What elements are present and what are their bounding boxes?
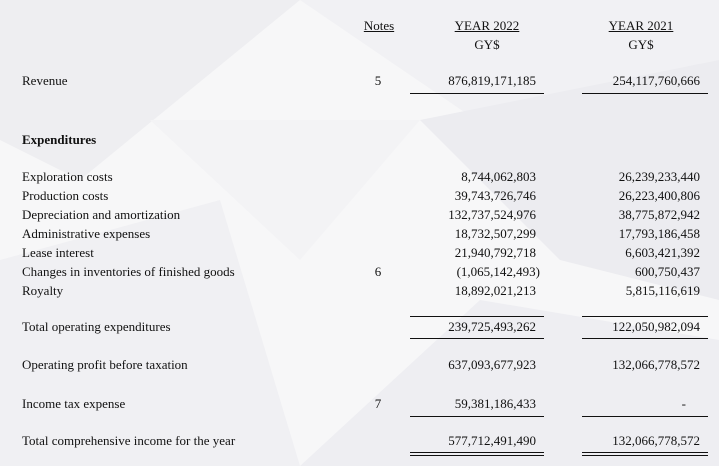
notes-header: Notes	[363, 18, 395, 33]
income-tax-current: 59,381,186,433	[454, 396, 536, 411]
total-comprehensive-prior-double-rule	[582, 452, 708, 456]
expenditure-note: 6	[374, 264, 382, 279]
income-tax-prior: -	[681, 396, 686, 411]
expenditure-prior: 5,815,116,619	[625, 283, 700, 298]
expenditure-label: Royalty	[22, 283, 64, 298]
income-tax-label: Income tax expense	[22, 396, 126, 411]
revenue-current-rule	[410, 93, 544, 94]
expenditure-prior: 38,775,872,942	[618, 207, 700, 222]
expenditure-current: 132,737,524,976	[448, 207, 536, 222]
year-prior-unit: GY$	[628, 37, 654, 52]
expenditure-label: Depreciation and amortization	[22, 207, 181, 222]
expenditure-current: 8,744,062,803	[461, 169, 536, 184]
total-comprehensive-label: Total comprehensive income for the year	[22, 433, 236, 448]
expenditure-current: 39,743,726,746	[454, 188, 536, 203]
expenditure-current: 18,732,507,299	[454, 226, 536, 241]
year-current-unit: GY$	[474, 37, 500, 52]
expenditure-prior: 600,750,437	[635, 264, 700, 279]
expenditure-label: Production costs	[22, 188, 109, 203]
revenue-prior-rule	[582, 93, 708, 94]
expenditure-label: Changes in inventories of finished goods	[22, 264, 235, 279]
operating-profit-prior: 132,066,778,572	[612, 357, 700, 372]
total-operating-prior-top-rule	[582, 316, 708, 317]
revenue-label: Revenue	[22, 73, 68, 88]
total-comprehensive-prior: 132,066,778,572	[612, 433, 700, 448]
total-operating-current: 239,725,493,262	[448, 319, 536, 334]
total-comprehensive-current: 577,712,491,490	[448, 433, 536, 448]
expenditure-current: (1,065,142,493)	[456, 264, 540, 279]
revenue-prior: 254,117,760,666	[612, 73, 700, 88]
expenditure-prior: 26,223,400,806	[618, 188, 700, 203]
operating-profit-label: Operating profit before taxation	[22, 357, 188, 372]
year-current-header: YEAR 2022	[454, 18, 520, 33]
total-comprehensive-current-double-rule	[410, 452, 544, 456]
total-operating-current-bottom-rule	[410, 338, 544, 339]
total-operating-current-top-rule	[410, 316, 544, 317]
expenditure-prior: 17,793,186,458	[618, 226, 700, 241]
expenditure-prior: 26,239,233,440	[618, 169, 700, 184]
expenditure-label: Exploration costs	[22, 169, 113, 184]
year-prior-header: YEAR 2021	[608, 18, 674, 33]
operating-profit-current: 637,093,677,923	[448, 357, 536, 372]
expenditure-label: Administrative expenses	[22, 226, 151, 241]
total-operating-prior-bottom-rule	[582, 338, 708, 339]
total-operating-label: Total operating expenditures	[22, 319, 171, 334]
income-tax-note: 7	[374, 396, 382, 411]
expenditures-heading: Expenditures	[22, 132, 97, 147]
income-tax-prior-rule	[582, 416, 708, 417]
expenditure-prior: 6,603,421,392	[625, 245, 700, 260]
income-tax-current-rule	[410, 416, 544, 417]
expenditure-current: 21,940,792,718	[454, 245, 536, 260]
revenue-note: 5	[374, 73, 382, 88]
expenditure-label: Lease interest	[22, 245, 94, 260]
revenue-current: 876,819,171,185	[448, 73, 536, 88]
expenditure-current: 18,892,021,213	[454, 283, 536, 298]
total-operating-prior: 122,050,982,094	[612, 319, 700, 334]
